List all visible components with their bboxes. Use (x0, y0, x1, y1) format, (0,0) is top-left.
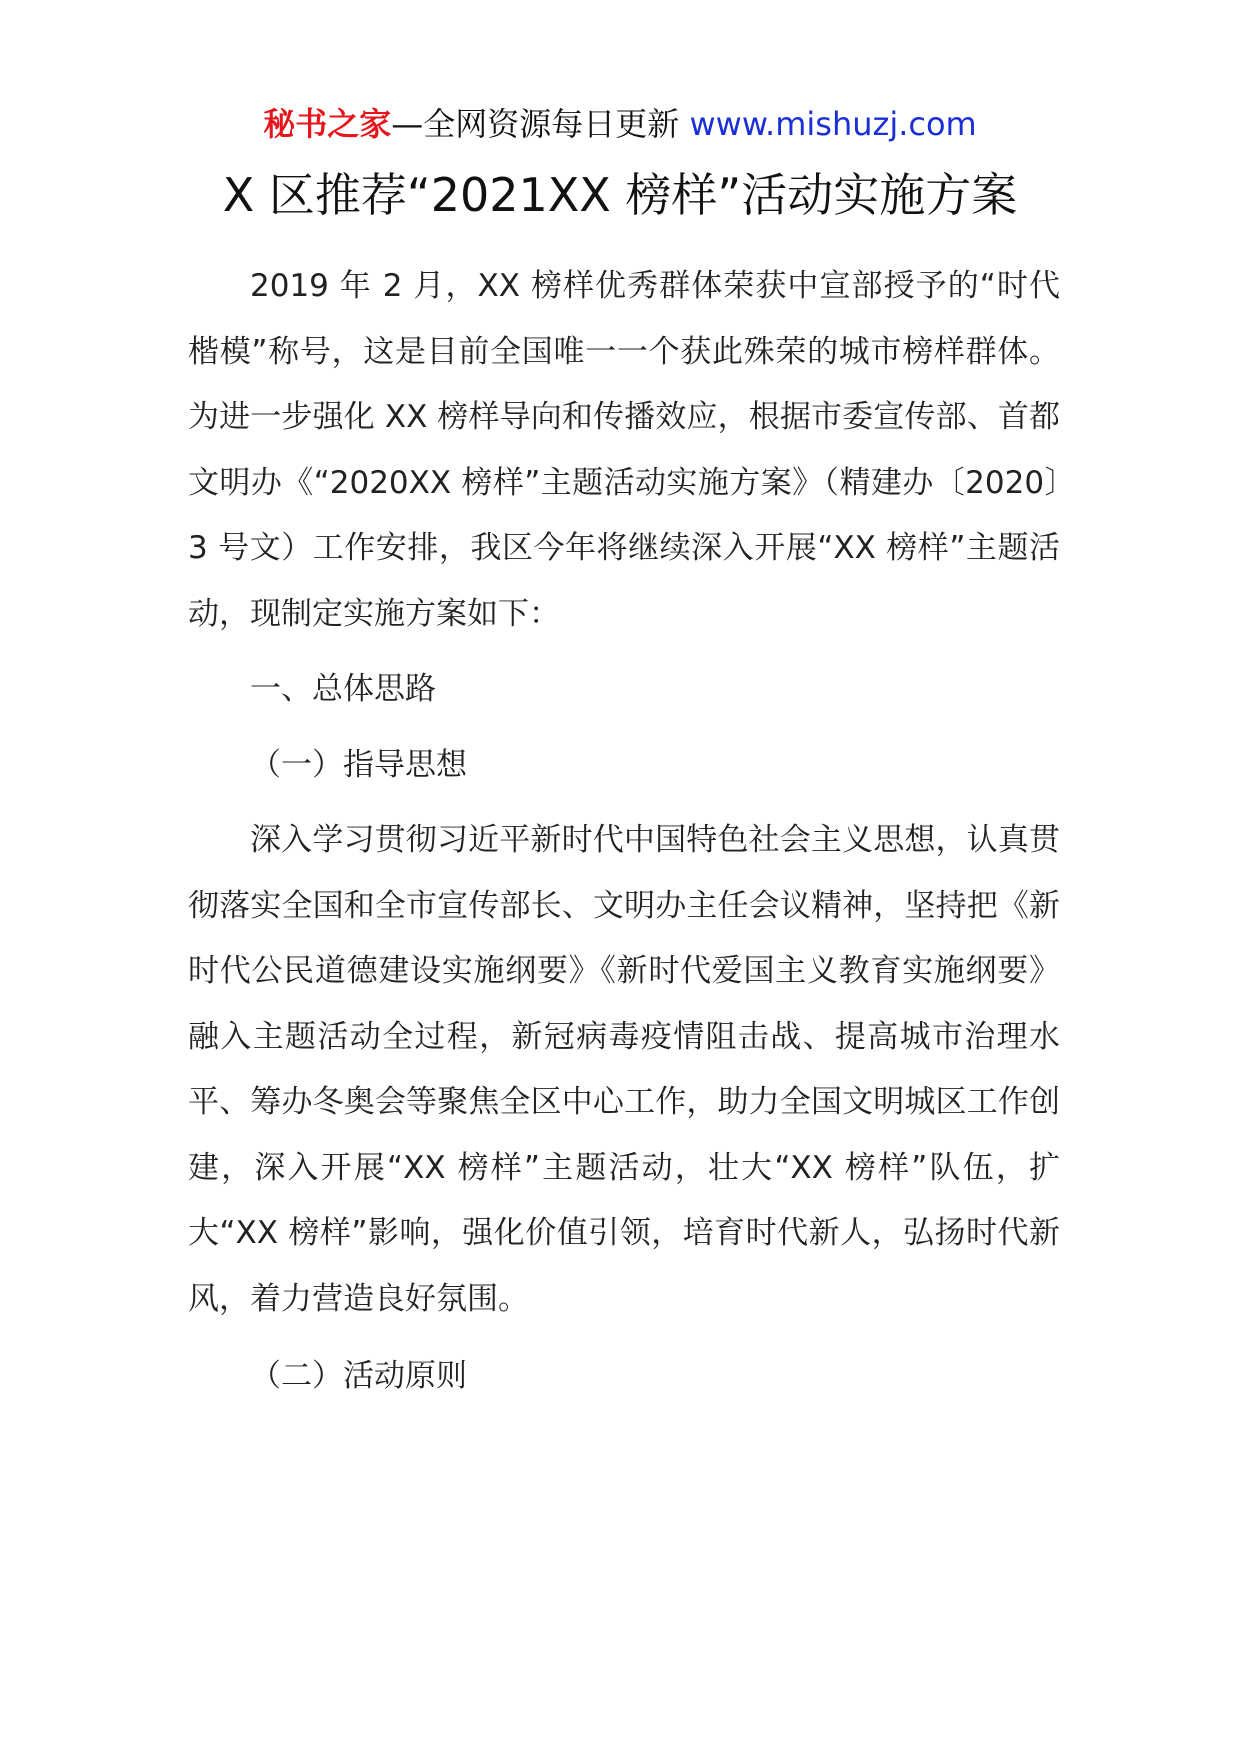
site-banner (0, 102, 1240, 146)
brand-name: 秘书之家 (263, 105, 392, 143)
intro-paragraph: 2019 年 2 月，XX 榜样优秀群体荣获中宣部授予的“时代楷模”称号，这是目前全国唯一一个获此殊荣的城市榜样群体。为进一步强化 XX 榜样导向和传播效应，根据市委宣传部、首都文明办《“2020XX 榜样”主题活动实施方案》（精建办〔2020〕3 号文）工作安排，我区今年将继续深入开展“XX 榜样”主题活动，现制定实施方案如下： (188, 268, 1060, 632)
document-title: X 区推荐“2021XX 榜样”活动实施方案 (222, 168, 1018, 222)
subheading-guiding-ideology: （一）指导思想 (250, 746, 467, 783)
subheading-activity-principles: （二）活动原则 (250, 1358, 467, 1394)
site-url[interactable]: www.mishuzj.com (689, 105, 977, 143)
guiding-ideology-paragraph: 深入学习贯彻习近平新时代中国特色社会主义思想，认真贯彻落实全国和全市宣传部长、文明办主任会议精神，坚持把《新时代公民道德建设实施纲要》《新时代爱国主义教育实施纲要》融入主题活动全过程，新冠病毒疫情阻击战、提高城市治理水平、筹办冬奥会等聚焦全区中心工作，助力全国文明城区工作创建，深入开展“XX 榜样”主题活动，壮大“XX 榜样”队伍，扩大“XX 榜样”影响，强化价值引领，培育时代新人，弘扬时代新风，着力营造良好氛围。 (188, 822, 1060, 1317)
banner-slogan: —全网资源每日更新 (391, 105, 680, 143)
section-heading-overall-approach: 一、总体思路 (250, 671, 436, 707)
document-body (188, 254, 1060, 1410)
